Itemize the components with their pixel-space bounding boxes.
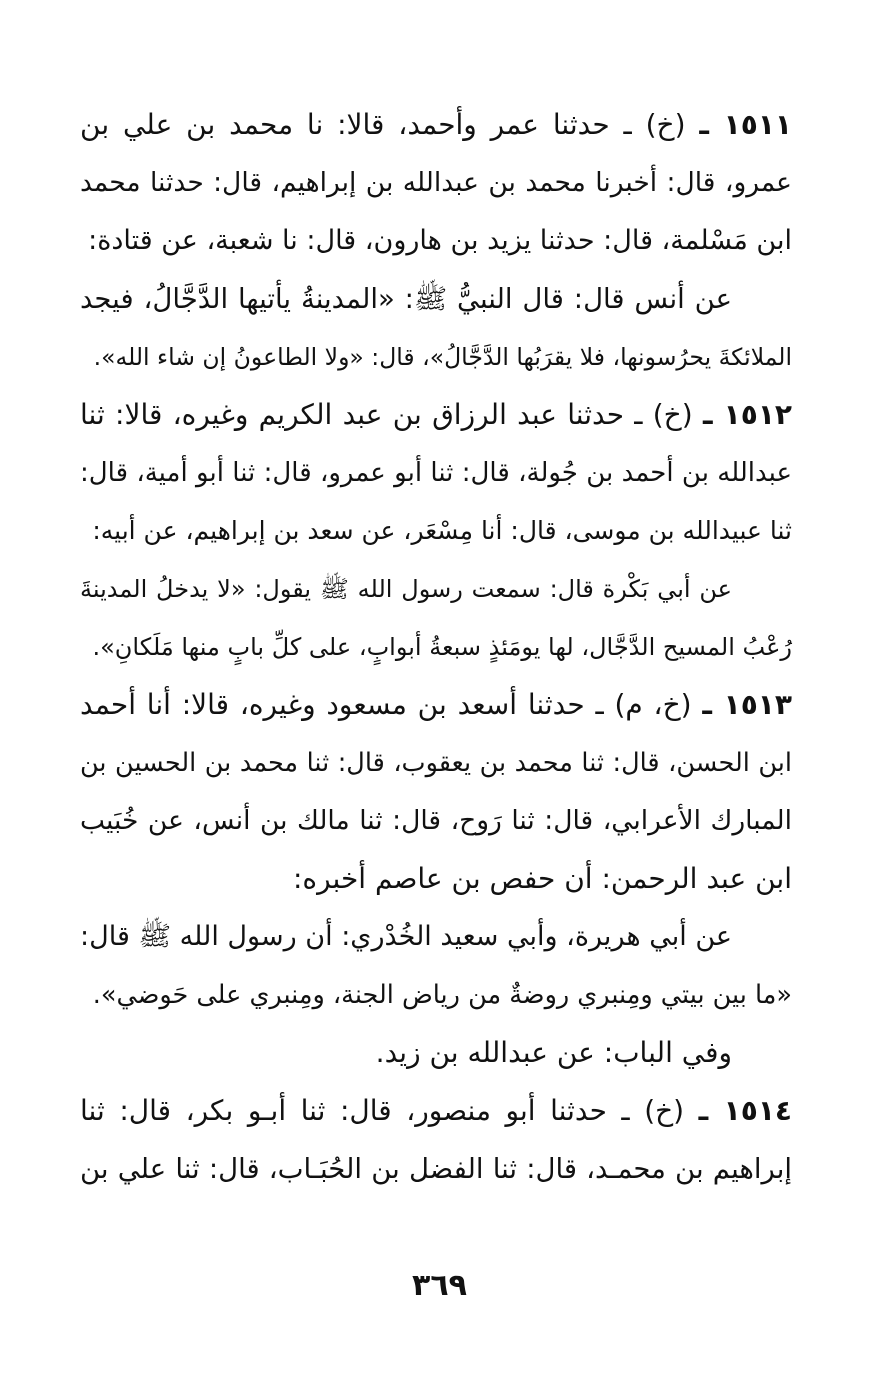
- text-line: رُعْبُ المسيح الدَّجَّال، لها يومَئذٍ سبعةُ أبوابٍ، على كلِّ بابٍ منها مَلَكانِ».: [92, 633, 792, 661]
- text-line: ابن الحسن، قال: ثنا محمد بن يعقوب، قال: ثنا محمد بن الحسين بن: [80, 748, 792, 778]
- text-line: ١٥١١ ـ (خ) ـ حدثنا عمر وأحمد، قالا: نا محمد بن علي بن: [80, 108, 792, 141]
- text-line: المبارك الأعرابي، قال: ثنا رَوح، قال: ثنا مالك بن أنس، عن خُبَيب: [80, 805, 792, 836]
- hadith-number: ١٥١٤ ـ: [698, 1094, 792, 1127]
- text-line: ١٥١٢ ـ (خ) ـ حدثنا عبد الرزاق بن عبد الكريم وغيره، قالا: ثنا: [80, 398, 792, 431]
- hadith-number: ١٥١٢ ـ: [702, 398, 792, 431]
- text-line: عمرو، قال: أخبرنا محمد بن عبدالله بن إبراهيم، قال: حدثنا محمد: [80, 167, 792, 198]
- text-line: الملائكةَ يحرُسونها، فلا يقرَبُها الدَّجَّالُ»، قال: «ولا الطاعونُ إن شاء الله».: [93, 343, 792, 371]
- page-number: ٣٦٩: [412, 1268, 467, 1303]
- text-line: عن أبي بَكْرة قال: سمعت رسول الله ﷺ يقول: «لا يدخلُ المدينةَ: [80, 575, 732, 603]
- text-line: عبدالله بن أحمد بن جُولة، قال: ثنا أبو عمرو، قال: ثنا أبو أمية، قال:: [80, 458, 792, 488]
- body-text: [80, 96, 792, 1198]
- text-line: عن أبي هريرة، وأبي سعيد الخُدْري: أن رسول الله ﷺ قال:: [80, 921, 732, 952]
- text-line: «ما بين بيتي ومِنبري روضةٌ من رياض الجنة، ومِنبري على حَوضي».: [92, 980, 792, 1010]
- text-line: ثنا عبيدالله بن موسى، قال: أنا مِسْعَر، عن سعد بن إبراهيم، عن أبيه:: [92, 516, 792, 545]
- hadith-number: ١٥١١ ـ: [699, 108, 792, 141]
- text-line: عن أنس قال: قال النبيُّ ﷺ: «المدينةُ يأتيها الدَّجَّالُ، فيجد: [80, 283, 732, 315]
- text-line: ابن عبد الرحمن: أن حفص بن عاصم أخبره:: [292, 862, 792, 895]
- text-line: وفي الباب: عن عبدالله بن زيد.: [375, 1036, 732, 1069]
- text-line: ١٥١٤ ـ (خ) ـ حدثنا أبو منصور، قال: ثنا أبـو بكر، قال: ثنا: [80, 1094, 792, 1127]
- hadith-number: ١٥١٣ ـ: [702, 688, 792, 721]
- text-line: ابن مَسْلمة، قال: حدثنا يزيد بن هارون، قال: نا شعبة، عن قتادة:: [88, 225, 792, 256]
- text-line: إبراهيم بن محمـد، قال: ثنا الفضل بن الحُبَـاب، قال: ثنا علي بن: [80, 1153, 792, 1185]
- text-line: ١٥١٣ ـ (خ، م) ـ حدثنا أسعد بن مسعود وغيره، قالا: أنا أحمد: [80, 688, 792, 721]
